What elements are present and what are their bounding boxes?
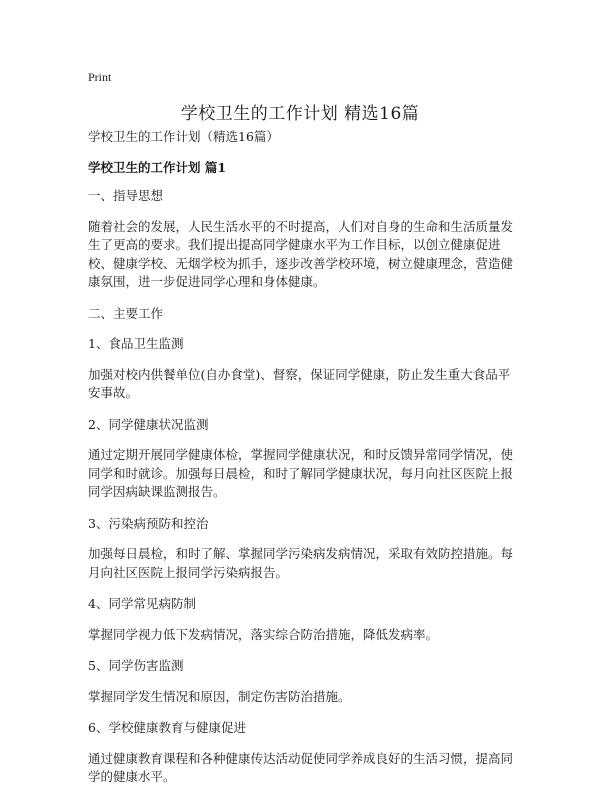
- heading-disease-control: 3、污染病预防和控治: [88, 515, 209, 531]
- heading-health-monitoring: 2、同学健康状况监测: [88, 416, 209, 432]
- document-body: [88, 128, 518, 800]
- page-title: 学校卫生的工作计划 精选16篇: [180, 104, 420, 124]
- paragraph-health-education: 通过健康教育课程和各种健康传达活动促使同学养成良好的生活习惯，提高同学的健康水平。: [88, 750, 514, 784]
- paragraph-disease-control: 加强每日晨检，和时了解、掌握同学污染病发病情况，采取有效防控措施。每月向社区医院上报同学污染病报告。: [88, 546, 514, 580]
- heading-common-disease: 4、同学常见病防制: [88, 596, 196, 611]
- print-label: Print: [88, 70, 112, 84]
- paragraph-common-disease: 掌握同学视力低下发病情况，落实综合防治措施，降低发病率。: [88, 626, 439, 642]
- heading-main-work: 二、主要工作: [88, 305, 164, 321]
- heading-injury-monitoring: 5、同学伤害监测: [88, 658, 184, 673]
- section-title: 学校卫生的工作计划 篇1: [88, 159, 227, 175]
- paragraph-guiding-ideology: 随着社会的发展，人民生活水平的不时提高，人们对自身的生命和生活质量发生了更高的要求。我们提出提高同学健康水平为工作目标，以创立健康促进校、健康学校、无烟学校为抓手，逐步改善学校环境，树立健康理念，营造健康氛围，进一步促进同学心理和身体健康。: [88, 218, 514, 289]
- paragraph-health-monitoring: 通过定期开展同学健康体检，掌握同学健康状况，和时反馈异常同学情况，使同学和时就诊。加强每日晨检，和时了解同学健康状况，每月向社区医院上报同学因病缺课监测报告。: [88, 447, 514, 499]
- heading-food-hygiene: 1、食品卫生监测: [88, 336, 184, 351]
- paragraph-food-hygiene: 加强对校内供餐单位(自办食堂)、督察，保证同学健康，防止发生重大食品平安事故。: [88, 366, 511, 400]
- paragraph-injury-monitoring: 掌握同学发生情况和原因，制定伤害防治措施。: [88, 688, 351, 704]
- document-subtitle: 学校卫生的工作计划（精选16篇）: [88, 129, 279, 144]
- heading-guiding-ideology: 一、指导思想: [88, 188, 164, 203]
- heading-health-education: 6、学校健康教育与健康促进: [88, 720, 246, 735]
